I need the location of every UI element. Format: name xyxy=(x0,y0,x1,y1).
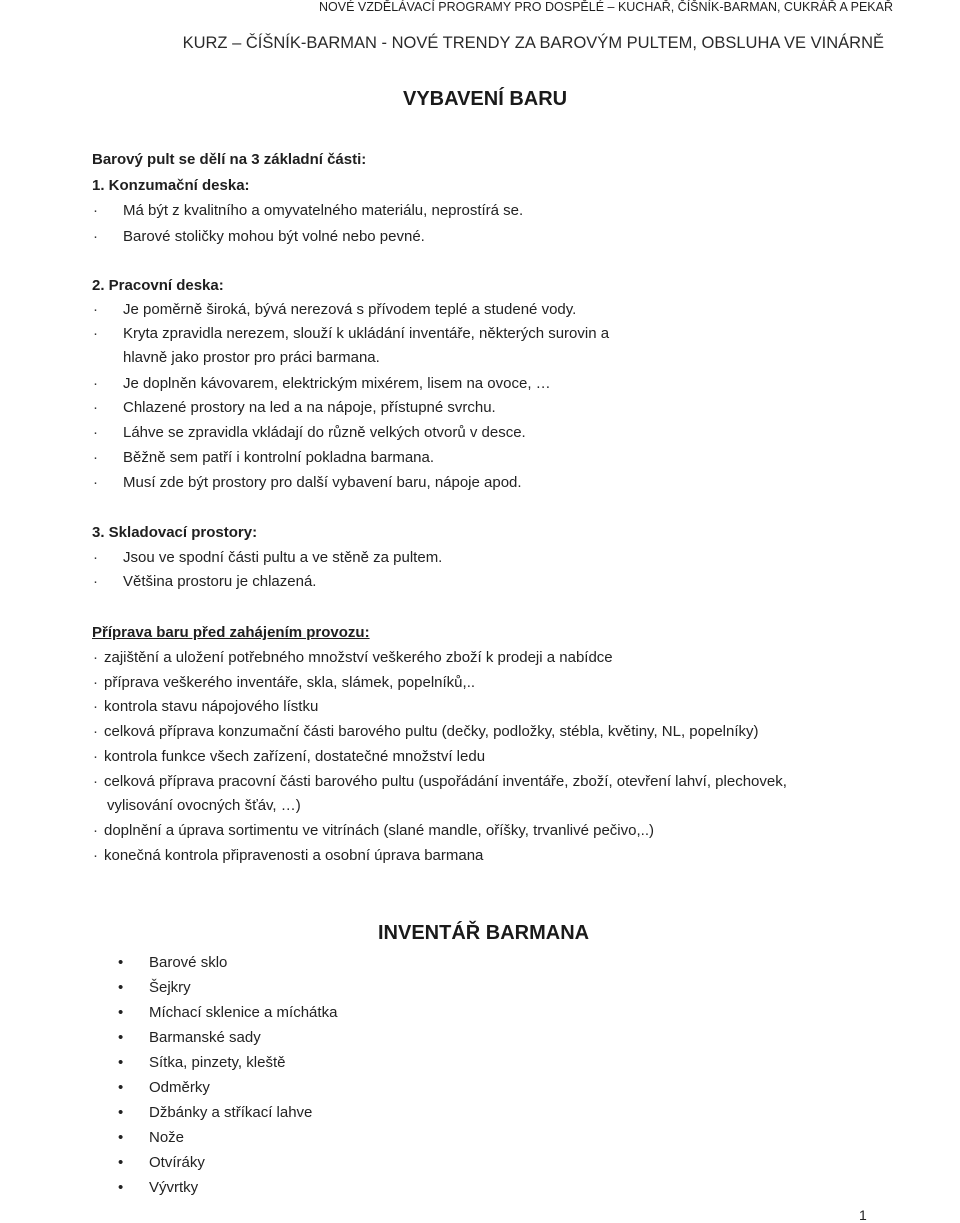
dot-marker: · xyxy=(93,674,98,691)
inventory-item: Nože xyxy=(149,1129,185,1146)
dot-marker: · xyxy=(93,325,98,342)
list-item: Má být z kvalitního a omyvatelného materiálu, neprostírá se. xyxy=(123,202,524,219)
inventory-item: Sítka, pinzety, kleště xyxy=(149,1054,286,1071)
list-item: Kryta zpravidla nerezem, slouží k ukládání inventáře, některých surovin a xyxy=(123,325,610,342)
inventory-item: Otvíráky xyxy=(149,1154,205,1171)
inventory-item: Barmanské sady xyxy=(149,1029,261,1046)
course-title: KURZ – ČÍŠNÍK-BARMAN - NOVÉ TRENDY ZA BAROVÝM PULTEM, OBSLUHA VE VINÁRNĚ xyxy=(182,34,884,52)
page-number: 1 xyxy=(859,1207,867,1223)
dot-marker: · xyxy=(93,202,98,219)
list-item: celková příprava pracovní části barového pultu (uspořádání inventáře, zboží, otevření lahví, plechovek, xyxy=(104,773,787,790)
list-item: doplnění a úprava sortimentu ve vitrínách (slané mandle, oříšky, trvanlivé pečivo,..) xyxy=(104,822,654,839)
section-2-heading: 2. Pracovní deska: xyxy=(92,277,224,294)
list-item: Chlazené prostory na led a na nápoje, přístupné svrchu. xyxy=(123,399,496,416)
bullet-icon: • xyxy=(118,1179,124,1196)
dot-marker: · xyxy=(93,649,98,666)
bullet-icon: • xyxy=(118,954,124,971)
section-3-heading: 3. Skladovací prostory: xyxy=(92,524,258,541)
bullet-icon: • xyxy=(118,1054,124,1071)
bullet-icon: • xyxy=(118,979,124,996)
list-item-continuation: hlavně jako prostor pro práci barmana. xyxy=(123,349,380,366)
list-item: Musí zde být prostory pro další vybavení baru, nápoje apod. xyxy=(123,474,522,491)
inventory-item: Barové sklo xyxy=(149,954,228,971)
bullet-icon: • xyxy=(118,1004,124,1021)
list-item: konečná kontrola připravenosti a osobní úprava barmana xyxy=(104,847,484,864)
bullet-icon: • xyxy=(118,1079,124,1096)
dot-marker: · xyxy=(93,773,98,790)
dot-marker: · xyxy=(93,573,98,590)
dot-marker: · xyxy=(93,822,98,839)
inventory-item: Vývrtky xyxy=(149,1179,199,1196)
dot-marker: · xyxy=(93,301,98,318)
dot-marker: · xyxy=(93,449,98,466)
list-item: Láhve se zpravidla vkládají do různě velkých otvorů v desce. xyxy=(123,424,526,441)
list-item: Je poměrně široká, bývá nerezová s přívodem teplé a studené vody. xyxy=(123,301,577,318)
list-item-continuation: vylisování ovocných šťáv, …) xyxy=(107,797,301,814)
running-header: NOVÉ VZDĚLÁVACÍ PROGRAMY PRO DOSPĚLÉ – KUCHAŘ, ČÍŠNÍK-BARMAN, CUKRÁŘ A PEKAŘ xyxy=(319,0,893,14)
dot-marker: · xyxy=(93,748,98,765)
dot-marker: · xyxy=(93,399,98,416)
inventory-title: INVENTÁŘ BARMANA xyxy=(378,922,590,944)
list-item: kontrola funkce všech zařízení, dostatečné množství ledu xyxy=(104,748,486,765)
bullet-icon: • xyxy=(118,1104,124,1121)
dot-marker: · xyxy=(93,375,98,392)
dot-marker: · xyxy=(93,847,98,864)
page-title: VYBAVENÍ BARU xyxy=(403,88,568,110)
list-item: Jsou ve spodní části pultu a ve stěně za pultem. xyxy=(123,549,443,566)
list-item: celková příprava konzumační části barového pultu (dečky, podložky, stébla, květiny, NL, popelníky) xyxy=(104,723,759,740)
list-item: kontrola stavu nápojového lístku xyxy=(104,698,319,715)
list-item: Barové stoličky mohou být volné nebo pevné. xyxy=(123,228,425,245)
preparation-heading: Příprava baru před zahájením provozu: xyxy=(92,624,370,641)
bullet-icon: • xyxy=(118,1154,124,1171)
bullet-icon: • xyxy=(118,1029,124,1046)
dot-marker: · xyxy=(93,723,98,740)
dot-marker: · xyxy=(93,474,98,491)
inventory-item: Džbánky a stříkací lahve xyxy=(149,1104,313,1121)
dot-marker: · xyxy=(93,698,98,715)
list-item: Běžně sem patří i kontrolní pokladna barmana. xyxy=(123,449,435,466)
inventory-item: Šejkry xyxy=(149,979,191,996)
inventory-item: Odměrky xyxy=(149,1079,210,1096)
dot-marker: · xyxy=(93,549,98,566)
bullet-icon: • xyxy=(118,1129,124,1146)
intro-text: Barový pult se dělí na 3 základní části: xyxy=(92,151,367,168)
dot-marker: · xyxy=(93,228,98,245)
list-item: Většina prostoru je chlazená. xyxy=(123,573,317,590)
dot-marker: · xyxy=(93,424,98,441)
list-item: zajištění a uložení potřebného množství veškerého zboží k prodeji a nabídce xyxy=(104,649,613,666)
section-1-heading: 1. Konzumační deska: xyxy=(92,177,250,194)
list-item: Je doplněn kávovarem, elektrickým mixérem, lisem na ovoce, … xyxy=(123,375,551,392)
list-item: příprava veškerého inventáře, skla, slámek, popelníků,.. xyxy=(104,674,476,691)
inventory-item: Míchací sklenice a míchátka xyxy=(149,1004,338,1021)
